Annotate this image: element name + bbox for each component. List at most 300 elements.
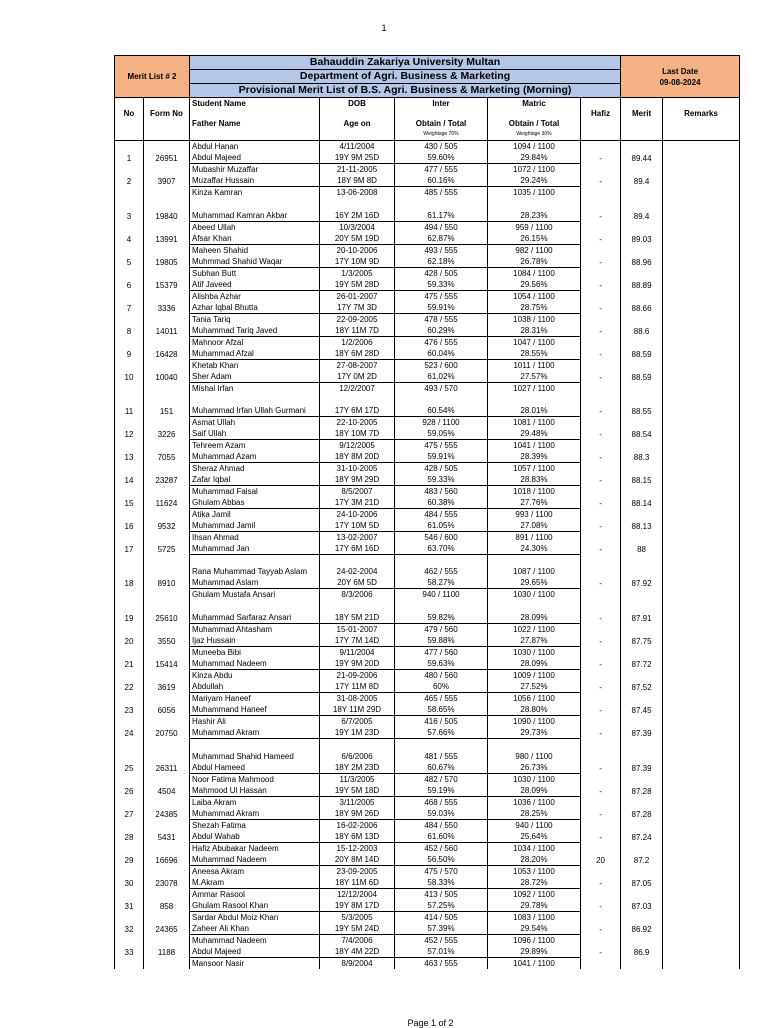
row-form-no: 3907 — [144, 164, 190, 187]
father-name: Sher Adam — [190, 371, 320, 383]
table-row — [115, 314, 740, 326]
inter-percent-value: 61.60% — [395, 831, 488, 843]
remarks-value — [663, 222, 740, 245]
hafiz-value: - — [581, 820, 621, 843]
row-form-no: 4504 — [144, 774, 190, 797]
remarks-value — [663, 716, 740, 739]
inter-percent-value: 60.04% — [395, 348, 488, 360]
age-value: 17Y 11M 8D — [320, 681, 395, 693]
hafiz-value: - — [581, 486, 621, 509]
father-name: Muhmmad Shahid Waqar — [190, 256, 320, 268]
page-footer: Page 1 of 2 — [407, 1018, 454, 1028]
matric-weightage: Weightage 30% — [488, 129, 581, 141]
dob-value: 9/12/2005 — [320, 440, 395, 452]
col-student-header: Student Name — [190, 98, 320, 110]
hafiz-value: - — [581, 555, 621, 589]
dob-value: 1/3/2005 — [320, 268, 395, 280]
row-form-no: 20750 — [144, 716, 190, 739]
inter-obtain-value: 479 / 560 — [395, 624, 488, 636]
row-number: 12 — [115, 417, 144, 440]
row-form-no: 23078 — [144, 866, 190, 889]
row-form-no: 7055 — [144, 440, 190, 463]
inter-obtain-value: 485 / 555 — [395, 187, 488, 199]
student-name: Mariyam Haneef — [190, 693, 320, 705]
row-form-no: 1188 — [144, 935, 190, 958]
row-form-no: 26951 — [144, 141, 190, 164]
row-number: 5 — [115, 245, 144, 268]
dob-value: 22-10-2005 — [320, 417, 395, 429]
age-value: 17Y 7M 14D — [320, 635, 395, 647]
age-value: 18Y 10M 7D — [320, 428, 395, 440]
row-form-no: 23287 — [144, 463, 190, 486]
table-row — [115, 222, 740, 234]
father-name: Zafar Iqbal — [190, 474, 320, 486]
table-row — [115, 670, 740, 682]
remarks-value — [663, 739, 740, 774]
last-date-label: Last Date — [662, 66, 699, 76]
table-row — [115, 360, 740, 372]
row-form-no: 19805 — [144, 245, 190, 268]
row-form-no: 25610 — [144, 589, 190, 624]
age-value: 19Y 1M 23D — [320, 727, 395, 739]
father-name: Zaheer Ali Khan — [190, 923, 320, 935]
matric-obtain-value: 1094 / 1100 — [488, 141, 581, 153]
hafiz-value: - — [581, 774, 621, 797]
matric-obtain-value: 982 / 1100 — [488, 245, 581, 257]
merit-value: 87.28 — [621, 774, 663, 797]
merit-value: 88 — [621, 532, 663, 555]
merit-value: 88.59 — [621, 337, 663, 360]
hafiz-value: - — [581, 337, 621, 360]
inter-percent-value: 59.03% — [395, 808, 488, 820]
dob-value: 7/4/2006 — [320, 935, 395, 947]
father-name: Abdul Hameed — [190, 762, 320, 774]
student-name: Abeed Ullah — [190, 222, 320, 234]
row-form-no: 13991 — [144, 222, 190, 245]
inter-obtain-value: 481 / 555 — [395, 739, 488, 763]
age-value: 18Y 6M 13D — [320, 831, 395, 843]
age-value: 20Y 6M 5D — [320, 577, 395, 589]
inter-obtain-value: 463 / 555 — [395, 958, 488, 970]
matric-percent-value: 29.65% — [488, 577, 581, 589]
row-form-no — [144, 958, 190, 970]
student-name: Muhammad Nadeem — [190, 935, 320, 947]
father-name: Muhammand Haneef — [190, 704, 320, 716]
inter-obtain-value: 940 / 1100 — [395, 589, 488, 601]
matric-obtain-value: 940 / 1100 — [488, 820, 581, 832]
dob-value: 5/3/2005 — [320, 912, 395, 924]
table-row — [115, 417, 740, 429]
merit-value: 87.45 — [621, 693, 663, 716]
inter-obtain-value: 465 / 555 — [395, 693, 488, 705]
inter-obtain-value: 477 / 555 — [395, 164, 488, 176]
age-value: 18Y 6M 28D — [320, 348, 395, 360]
merit-list-table — [114, 55, 740, 969]
student-name: Shezah Fatima — [190, 820, 320, 832]
row-number: 33 — [115, 935, 144, 958]
inter-obtain-value: 475 / 555 — [395, 291, 488, 303]
remarks-value — [663, 187, 740, 222]
matric-obtain-value: 959 / 1100 — [488, 222, 581, 234]
father-name: Muhammad Afzal — [190, 348, 320, 360]
remarks-value — [663, 532, 740, 555]
matric-percent-value: 29.89% — [488, 946, 581, 958]
age-value: 18Y 9M 8D — [320, 175, 395, 187]
table-row — [115, 589, 740, 601]
matric-obtain-value: 1030 / 1100 — [488, 774, 581, 786]
matric-percent-value: 29.54% — [488, 923, 581, 935]
inter-percent-value: 60.38% — [395, 497, 488, 509]
inter-obtain-value: 482 / 570 — [395, 774, 488, 786]
matric-percent-value: 27.08% — [488, 520, 581, 532]
matric-percent-value: 29.78% — [488, 900, 581, 912]
inter-percent-value: 59.91% — [395, 302, 488, 314]
merit-value: 89.4 — [621, 164, 663, 187]
dob-value: 23-09-2005 — [320, 866, 395, 878]
hafiz-value: - — [581, 647, 621, 670]
hafiz-value: - — [581, 716, 621, 739]
inter-obtain-value: 452 / 560 — [395, 843, 488, 855]
father-name: Afsar Khan — [190, 233, 320, 245]
hafiz-value: - — [581, 739, 621, 774]
remarks-value — [663, 463, 740, 486]
table-row — [115, 268, 740, 280]
remarks-value — [663, 912, 740, 935]
remarks-value — [663, 624, 740, 647]
hafiz-value: - — [581, 797, 621, 820]
inter-percent-value: 60.16% — [395, 175, 488, 187]
matric-percent-value: 28.39% — [488, 451, 581, 463]
hafiz-value: - — [581, 360, 621, 383]
dob-value: 8/3/2006 — [320, 589, 395, 601]
row-form-no: 24385 — [144, 797, 190, 820]
remarks-value — [663, 589, 740, 624]
student-name: Ammar Rasool — [190, 889, 320, 901]
inter-obtain-value: 452 / 555 — [395, 935, 488, 947]
student-name: Noor Fatima Mahmood — [190, 774, 320, 786]
page-number-top: 1 — [381, 23, 387, 33]
matric-percent-value: 28.83% — [488, 474, 581, 486]
age-value: 18Y 9M 26D — [320, 808, 395, 820]
matric-percent-value: 28.23% — [488, 198, 581, 222]
matric-percent-value: 28.31% — [488, 325, 581, 337]
father-name: Muhammad Akram — [190, 808, 320, 820]
row-number: 27 — [115, 797, 144, 820]
remarks-value — [663, 486, 740, 509]
merit-value: 88.13 — [621, 509, 663, 532]
table-row — [115, 141, 740, 153]
remarks-value — [663, 440, 740, 463]
table-row — [115, 383, 740, 395]
matric-obtain-value: 1087 / 1100 — [488, 555, 581, 578]
matric-obtain-value: 1030 / 1100 — [488, 647, 581, 659]
remarks-value — [663, 774, 740, 797]
student-name: Mahnoor Afzal — [190, 337, 320, 349]
table-row — [115, 739, 740, 763]
hafiz-value: - — [581, 463, 621, 486]
father-name: Muhammad Aslam — [190, 577, 320, 589]
dob-value: 13-02-2007 — [320, 532, 395, 544]
row-number: 8 — [115, 314, 144, 337]
inter-percent-value: 57.01% — [395, 946, 488, 958]
col-matric-header: Matric — [488, 98, 581, 110]
row-form-no: 16696 — [144, 843, 190, 866]
matric-obtain-value: 891 / 1100 — [488, 532, 581, 544]
remarks-value — [663, 417, 740, 440]
age-value: 19Y 5M 24D — [320, 923, 395, 935]
table-row — [115, 820, 740, 832]
merit-value: 87.39 — [621, 739, 663, 774]
table-row — [115, 164, 740, 176]
row-form-no: 151 — [144, 383, 190, 417]
student-name: Muhammad Faisal — [190, 486, 320, 498]
matric-obtain-value: 1022 / 1100 — [488, 624, 581, 636]
father-name: Azhar Iqbal Bhutta — [190, 302, 320, 314]
row-number: 16 — [115, 509, 144, 532]
matric-percent-value: 28.80% — [488, 704, 581, 716]
merit-value: 87.91 — [621, 589, 663, 624]
matric-obtain-value: 1084 / 1100 — [488, 268, 581, 280]
merit-value: 87.75 — [621, 624, 663, 647]
student-name: Muneeba Bibi — [190, 647, 320, 659]
inter-obtain-value: 484 / 555 — [395, 509, 488, 521]
matric-obtain-value: 993 / 1100 — [488, 509, 581, 521]
dob-value: 4/11/2004 — [320, 141, 395, 153]
matric-percent-value: 28.75% — [488, 302, 581, 314]
matric-obtain-value: 1009 / 1100 — [488, 670, 581, 682]
matric-percent-value: 28.20% — [488, 854, 581, 866]
merit-value: 87.92 — [621, 555, 663, 589]
table-row — [115, 693, 740, 705]
row-form-no: 10040 — [144, 360, 190, 383]
row-number: 25 — [115, 739, 144, 774]
matric-percent-value: 26.78% — [488, 256, 581, 268]
matric-obtain-value: 980 / 1100 — [488, 739, 581, 763]
matric-obtain-value: 1027 / 1100 — [488, 383, 581, 395]
table-row — [115, 958, 740, 970]
row-number: 29 — [115, 843, 144, 866]
row-form-no: 5431 — [144, 820, 190, 843]
remarks-value — [663, 866, 740, 889]
row-form-no: 3336 — [144, 291, 190, 314]
merit-value: 88.3 — [621, 440, 663, 463]
merit-value: 88.14 — [621, 486, 663, 509]
hafiz-value: - — [581, 440, 621, 463]
matric-obtain-value: 1056 / 1100 — [488, 693, 581, 705]
dob-value: 24-10-2006 — [320, 509, 395, 521]
table-row — [115, 245, 740, 257]
row-form-no: 16428 — [144, 337, 190, 360]
inter-obtain-value: 477 / 560 — [395, 647, 488, 659]
matric-obtain-value: 1035 / 1100 — [488, 187, 581, 199]
hafiz-value: - — [581, 417, 621, 440]
inter-percent-value: 63.70% — [395, 543, 488, 555]
merit-value: 87.28 — [621, 797, 663, 820]
father-name: Muhammad Sarfaraz Ansari — [190, 600, 320, 624]
age-value: 17Y 6M 16D — [320, 543, 395, 555]
merit-list-number: Merit List # 2 — [115, 56, 190, 98]
col-merit-header: Merit — [621, 98, 663, 130]
dob-value: 31-08-2005 — [320, 693, 395, 705]
father-name: Muhammad Nadeem — [190, 658, 320, 670]
matric-obtain-value: 1041 / 1100 — [488, 958, 581, 970]
matric-percent-value: 26.15% — [488, 233, 581, 245]
row-number: 7 — [115, 291, 144, 314]
dob-value: 20-10-2006 — [320, 245, 395, 257]
table-row — [115, 889, 740, 901]
matric-percent-value: 28.01% — [488, 394, 581, 417]
father-name: Muhammad Tariq Javed — [190, 325, 320, 337]
row-form-no: 11624 — [144, 486, 190, 509]
remarks-value — [663, 693, 740, 716]
age-value: 19Y 9M 20D — [320, 658, 395, 670]
student-name: Ghulam Mustafa Ansari — [190, 589, 320, 601]
table-row — [115, 291, 740, 303]
table-row — [115, 797, 740, 809]
inter-percent-value: 56.50% — [395, 854, 488, 866]
merit-value: 88.96 — [621, 245, 663, 268]
merit-value: 87.72 — [621, 647, 663, 670]
table-row — [115, 624, 740, 636]
father-name: Ijaz Hussain — [190, 635, 320, 647]
father-name: Muhammad Jamil — [190, 520, 320, 532]
merit-value: 87.39 — [621, 716, 663, 739]
row-form-no: 5725 — [144, 532, 190, 555]
inter-percent-value: 61.02% — [395, 371, 488, 383]
father-name: Muhammad Akram — [190, 727, 320, 739]
age-value: 19Y 9M 25D — [320, 152, 395, 164]
inter-obtain-value: 413 / 505 — [395, 889, 488, 901]
remarks-value — [663, 820, 740, 843]
age-value: 18Y 11M 6D — [320, 877, 395, 889]
hafiz-value: - — [581, 532, 621, 555]
row-number — [115, 958, 144, 970]
merit-value: 87.24 — [621, 820, 663, 843]
col-age-header: Age on — [320, 109, 395, 129]
last-date-value: 09-08-2024 — [659, 77, 701, 87]
student-name: Ihsan Ahmad — [190, 532, 320, 544]
student-name: Hashir Ali — [190, 716, 320, 728]
merit-value: 86.9 — [621, 935, 663, 958]
row-form-no: 3226 — [144, 417, 190, 440]
father-name: Muhammad Nadeem — [190, 854, 320, 866]
hafiz-value: - — [581, 291, 621, 314]
row-form-no: 6056 — [144, 693, 190, 716]
student-name: Kinza Kamran — [190, 187, 320, 199]
dob-value: 10/3/2004 — [320, 222, 395, 234]
matric-obtain-value: 1081 / 1100 — [488, 417, 581, 429]
merit-value: 89.44 — [621, 141, 663, 164]
age-value: 20Y 5M 19D — [320, 233, 395, 245]
age-value: 19Y 5M 28D — [320, 279, 395, 291]
matric-obtain-value: 1030 / 1100 — [488, 589, 581, 601]
age-value: 18Y 8M 20D — [320, 451, 395, 463]
matric-percent-value: 24.30% — [488, 543, 581, 555]
inter-obtain-value: 523 / 600 — [395, 360, 488, 372]
matric-percent-value: 27.76% — [488, 497, 581, 509]
inter-percent-value: 62.87% — [395, 233, 488, 245]
merit-value: 87.52 — [621, 670, 663, 693]
student-name: Alishba Azhar — [190, 291, 320, 303]
table-row — [115, 555, 740, 578]
student-name: Muhammad Shahid Hameed — [190, 739, 320, 763]
father-name: Mahmood Ul Hassan — [190, 785, 320, 797]
hafiz-value — [581, 958, 621, 970]
remarks-value — [663, 383, 740, 417]
matric-obtain-value: 1053 / 1100 — [488, 866, 581, 878]
father-name: Ghulam Abbas — [190, 497, 320, 509]
dob-value: 1/2/2006 — [320, 337, 395, 349]
remarks-value — [663, 360, 740, 383]
matric-percent-value: 29.48% — [488, 428, 581, 440]
dob-value: 24-02-2004 — [320, 555, 395, 578]
remarks-value — [663, 935, 740, 958]
age-value: 18Y 9M 29D — [320, 474, 395, 486]
row-number: 28 — [115, 820, 144, 843]
inter-percent-value: 61.17% — [395, 198, 488, 222]
row-form-no: 15414 — [144, 647, 190, 670]
student-name: Asmat Ullah — [190, 417, 320, 429]
col-inter-obtain-header: Obtain / Total — [395, 109, 488, 129]
dob-value: 3/11/2005 — [320, 797, 395, 809]
table-row — [115, 647, 740, 659]
remarks-value — [663, 843, 740, 866]
hafiz-value: - — [581, 245, 621, 268]
student-name: Tania Tariq — [190, 314, 320, 326]
hafiz-value: - — [581, 935, 621, 958]
student-name: Sheraz Ahmad — [190, 463, 320, 475]
matric-percent-value: 29.73% — [488, 727, 581, 739]
dob-value: 8/5/2007 — [320, 486, 395, 498]
matric-obtain-value: 1057 / 1100 — [488, 463, 581, 475]
inter-percent-value: 59.91% — [395, 451, 488, 463]
inter-weightage: Weightage 70% — [395, 129, 488, 141]
row-number: 3 — [115, 187, 144, 222]
student-name: Khetab Khan — [190, 360, 320, 372]
row-number: 30 — [115, 866, 144, 889]
dob-value: 21-11-2005 — [320, 164, 395, 176]
matric-percent-value: 28.72% — [488, 877, 581, 889]
hafiz-value: - — [581, 693, 621, 716]
remarks-value — [663, 314, 740, 337]
student-name: Aneesa Akram — [190, 866, 320, 878]
inter-obtain-value: 478 / 555 — [395, 314, 488, 326]
merit-value: 89.4 — [621, 187, 663, 222]
inter-obtain-value: 468 / 555 — [395, 797, 488, 809]
student-name: Sardar Abdul Moiz Khan — [190, 912, 320, 924]
inter-percent-value: 58.27% — [395, 577, 488, 589]
inter-obtain-value: 462 / 555 — [395, 555, 488, 578]
remarks-value — [663, 268, 740, 291]
inter-obtain-value: 475 / 555 — [395, 440, 488, 452]
row-number: 32 — [115, 912, 144, 935]
table-row — [115, 843, 740, 855]
hafiz-value: - — [581, 889, 621, 912]
age-value: 20Y 8M 14D — [320, 854, 395, 866]
table-row — [115, 866, 740, 878]
row-number: 14 — [115, 463, 144, 486]
dob-value: 13-06-2008 — [320, 187, 395, 199]
inter-percent-value: 58.33% — [395, 877, 488, 889]
inter-percent-value: 59.33% — [395, 474, 488, 486]
inter-obtain-value: 493 / 555 — [395, 245, 488, 257]
hafiz-value: - — [581, 866, 621, 889]
remarks-value — [663, 670, 740, 693]
matric-percent-value: 28.09% — [488, 785, 581, 797]
row-form-no: 3619 — [144, 670, 190, 693]
dob-value: 15-01-2007 — [320, 624, 395, 636]
student-name: Abdul Hanan — [190, 141, 320, 153]
